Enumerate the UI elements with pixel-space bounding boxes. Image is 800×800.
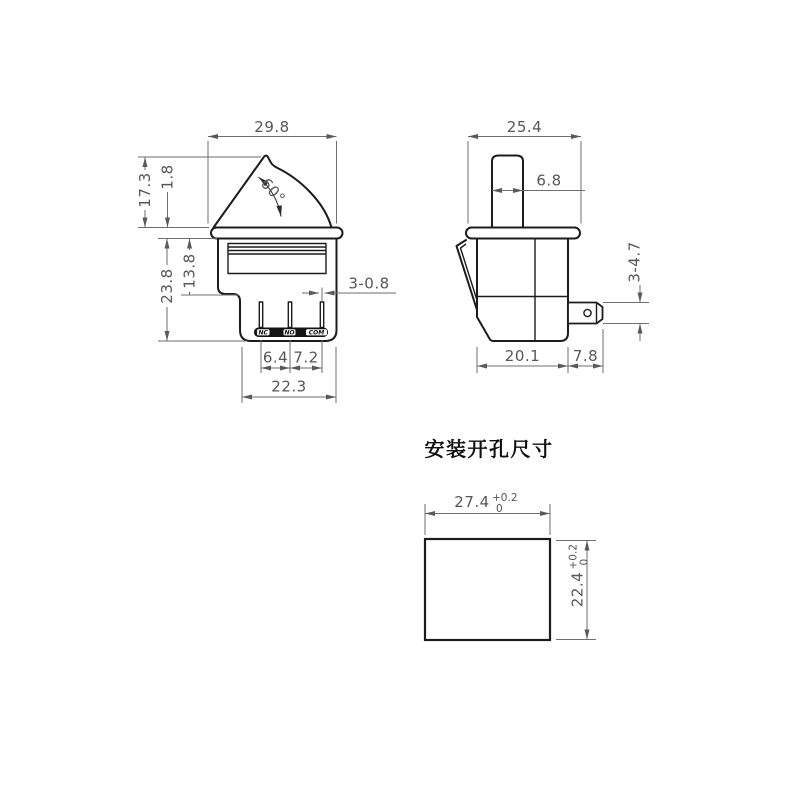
label-window (228, 244, 326, 274)
mounting-clip (457, 240, 479, 310)
dim-front-width-top: 29.8 (254, 118, 290, 136)
mounting-width-tol-upper: +0.2 (492, 492, 518, 504)
dim-pin-pitch-left: 6.4 (262, 348, 289, 367)
mounting-hole-view (425, 437, 597, 640)
front-flange (211, 228, 343, 239)
svg-text:17.3: 17.3 (136, 172, 154, 208)
mounting-height-tol-upper: +0.2 (567, 544, 580, 570)
pin-nc (259, 302, 262, 328)
dim-mounting-width (454, 492, 517, 515)
dim-front-step-height (181, 250, 199, 292)
terminal-label-nc: NC (258, 329, 268, 337)
terminal-hole (584, 309, 591, 316)
svg-text:27.4: 27.4 (454, 493, 490, 511)
mounting-hole-rect (425, 539, 550, 640)
plunger (492, 156, 523, 229)
dim-terminal-spec (626, 241, 644, 282)
mounting-height-tol-lower: 0 (578, 558, 591, 566)
dim-front-height-rocker (136, 170, 154, 210)
svg-text:3-4.7: 3-4.7 (625, 241, 644, 283)
front-view (136, 118, 396, 403)
terminal-bar-labels (257, 329, 327, 336)
terminal-label-no: NO (284, 329, 295, 337)
dim-pin-spec: 3-0.8 (348, 274, 390, 293)
dim-side-width-top: 25.4 (506, 118, 543, 136)
mounting-width-tol-lower: 0 (496, 503, 503, 515)
dim-pin-pitch-right: 7.2 (293, 348, 319, 367)
side-view (457, 118, 650, 373)
dim-front-flange-thickness (159, 164, 177, 189)
svg-text:22.4: 22.4 (568, 571, 587, 608)
dim-body-depth: 20.1 (504, 347, 541, 365)
side-body (477, 239, 568, 342)
dim-terminal-length: 7.8 (572, 347, 599, 365)
dim-plunger-width: 6.8 (536, 171, 562, 190)
dim-front-width-bottom: 22.3 (271, 377, 307, 396)
pin-no (288, 302, 291, 328)
terminal-tab (568, 303, 603, 324)
svg-text:1.8: 1.8 (158, 164, 177, 190)
terminal-label-com: COM (308, 329, 325, 337)
side-flange (466, 228, 580, 239)
dim-front-body-height (158, 265, 176, 307)
svg-text:60°: 60° (256, 174, 290, 208)
pin-com (320, 302, 323, 328)
mounting-title: 安装开孔尺寸 (424, 437, 554, 461)
svg-text:23.8: 23.8 (158, 268, 176, 304)
svg-text:13.8: 13.8 (180, 253, 199, 289)
